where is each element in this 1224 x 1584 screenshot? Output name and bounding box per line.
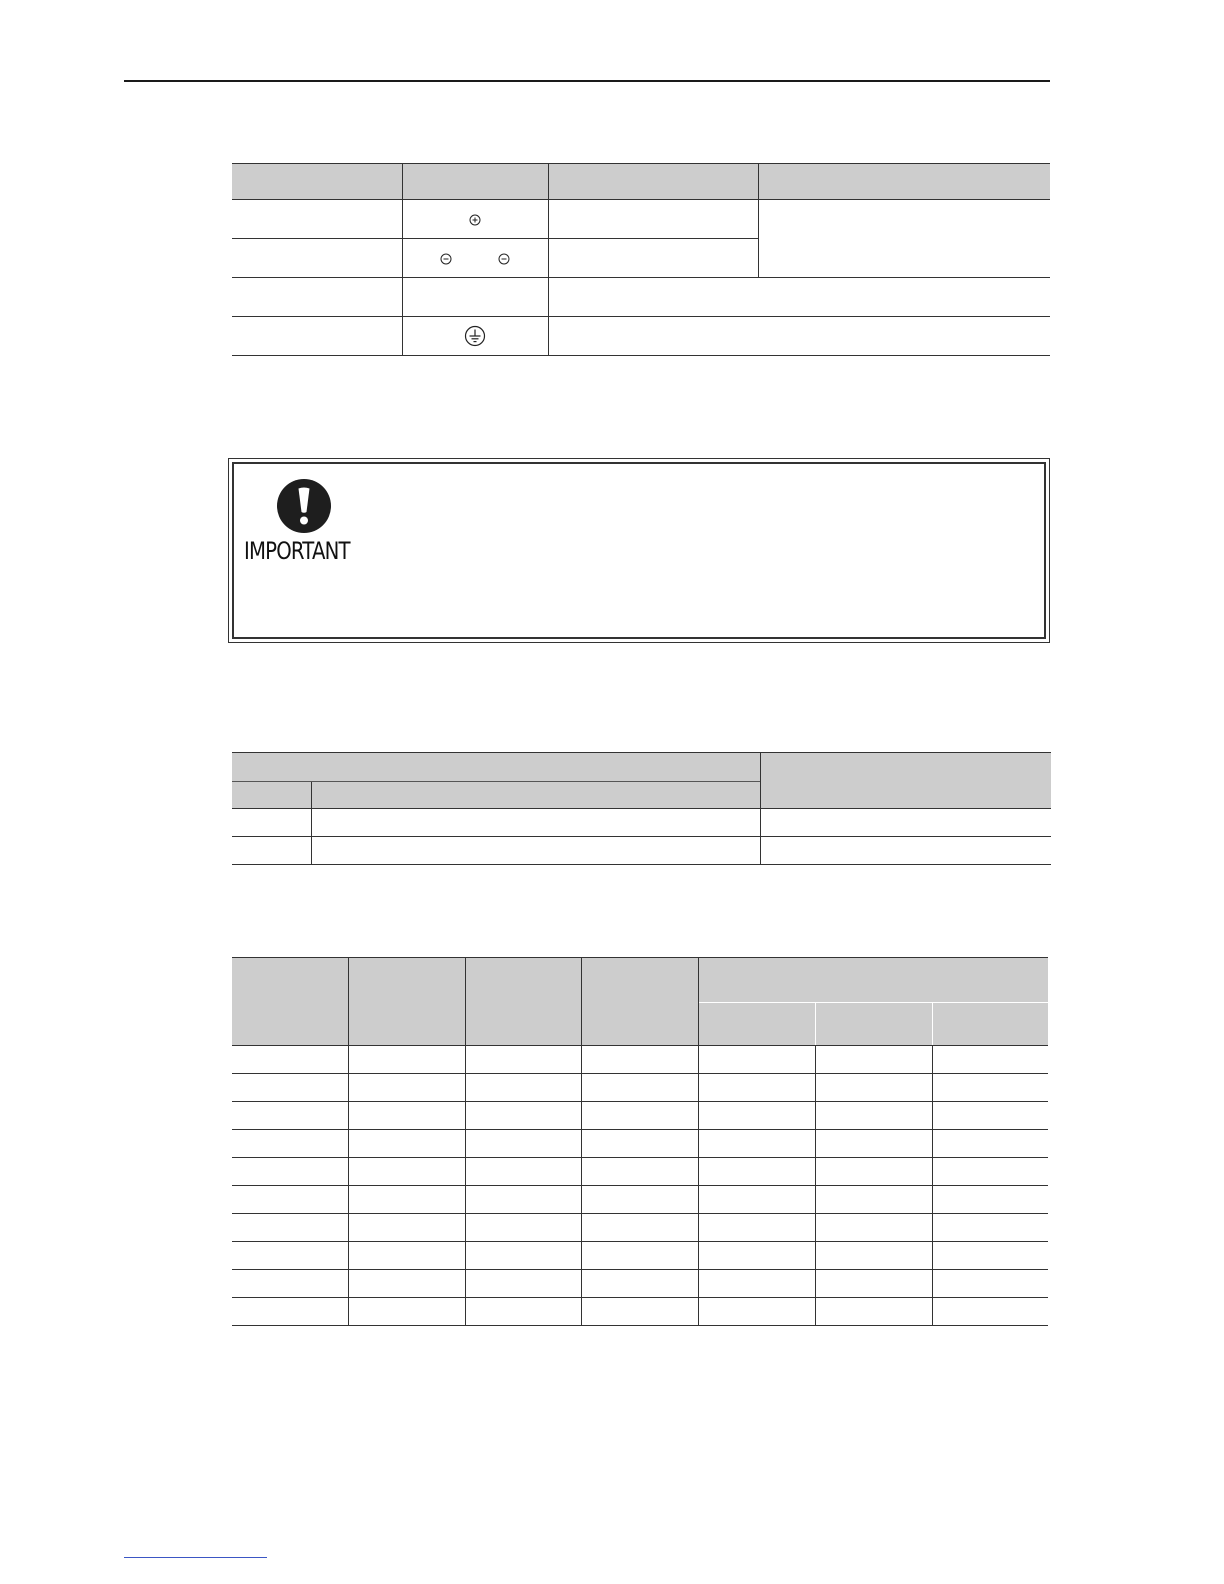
table-cell	[698, 1298, 815, 1326]
table-cell	[232, 1242, 348, 1270]
table-row	[232, 1186, 1048, 1214]
table-cell	[465, 1074, 581, 1102]
table-cell	[348, 1130, 465, 1158]
table-row	[232, 1074, 1048, 1102]
table-cell	[698, 1158, 815, 1186]
sub-header	[815, 1003, 932, 1046]
table-row	[232, 1046, 1048, 1074]
table-row	[232, 200, 1050, 239]
terminal-symbol	[402, 200, 548, 239]
terminal-symbol	[402, 317, 548, 356]
footer-link-underline[interactable]	[124, 1557, 267, 1558]
header-cell	[548, 164, 758, 200]
table-cell	[698, 1130, 815, 1158]
table-row	[232, 1158, 1048, 1186]
table-cell	[232, 1186, 348, 1214]
table-cell	[232, 837, 311, 865]
group-header	[232, 753, 760, 782]
table-cell	[232, 1074, 348, 1102]
table-cell	[581, 1046, 698, 1074]
table-cell	[698, 1214, 815, 1242]
table-cell	[465, 1046, 581, 1074]
sub-header	[932, 1003, 1048, 1046]
table-cell	[932, 1214, 1048, 1242]
table-cell	[348, 1298, 465, 1326]
spec-table	[232, 752, 1051, 865]
table-cell	[465, 1270, 581, 1298]
table-cell	[581, 1270, 698, 1298]
table-cell	[465, 1186, 581, 1214]
table-cell	[932, 1242, 1048, 1270]
table-cell	[932, 1074, 1048, 1102]
important-box-inner	[232, 462, 1046, 639]
table-cell	[465, 1158, 581, 1186]
table-row	[232, 1298, 1048, 1326]
table-cell	[465, 1130, 581, 1158]
table-row	[232, 809, 1051, 837]
table-cell	[465, 1214, 581, 1242]
table-cell	[815, 1242, 932, 1270]
header-cell	[465, 958, 581, 1046]
table-cell	[348, 1242, 465, 1270]
table-cell	[815, 1270, 932, 1298]
table-cell	[581, 1298, 698, 1326]
right-header	[760, 753, 1051, 809]
table-cell	[348, 1186, 465, 1214]
protective-earth-icon	[464, 325, 486, 347]
table-cell	[232, 1158, 348, 1186]
table-cell	[581, 1242, 698, 1270]
table-cell	[581, 1186, 698, 1214]
table-cell	[581, 1214, 698, 1242]
table-cell	[348, 1158, 465, 1186]
table-cell	[232, 1214, 348, 1242]
terminal-name	[232, 317, 402, 356]
model-table-header	[232, 958, 1048, 1003]
table-cell	[348, 1046, 465, 1074]
table-row	[232, 1270, 1048, 1298]
table-cell	[348, 1270, 465, 1298]
table-cell	[698, 1046, 815, 1074]
table-cell	[348, 1214, 465, 1242]
minus-circle-icon	[498, 253, 510, 265]
header-cell	[581, 958, 698, 1046]
terminal-symbol	[402, 239, 548, 278]
terminal-table-header	[232, 164, 1050, 200]
terminal-name	[232, 200, 402, 239]
table-row	[232, 1130, 1048, 1158]
terminal-desc	[548, 200, 758, 239]
table-cell	[232, 1046, 348, 1074]
table-cell	[698, 1102, 815, 1130]
table-cell	[232, 1298, 348, 1326]
table-cell	[932, 1158, 1048, 1186]
terminal-name	[232, 239, 402, 278]
table-cell	[932, 1270, 1048, 1298]
table-cell	[581, 1158, 698, 1186]
header-rule	[124, 80, 1050, 82]
table-cell	[698, 1074, 815, 1102]
model-table	[232, 957, 1048, 1326]
model-table-body	[232, 1046, 1048, 1326]
table-cell	[815, 1186, 932, 1214]
exclamation-circle-icon	[276, 478, 332, 534]
table-cell	[311, 809, 760, 837]
table-cell	[815, 1158, 932, 1186]
table-cell	[232, 1270, 348, 1298]
important-label: IMPORTANT	[244, 537, 350, 565]
table-cell	[465, 1298, 581, 1326]
table-cell	[232, 809, 311, 837]
plus-circle-icon	[469, 214, 481, 226]
terminal-table	[232, 163, 1050, 356]
table-row	[232, 1214, 1048, 1242]
spec-table-header	[232, 753, 1051, 782]
table-cell	[815, 1130, 932, 1158]
header-cell	[758, 164, 1050, 200]
minus-circle-icon	[440, 253, 452, 265]
table-cell	[465, 1242, 581, 1270]
table-row	[232, 317, 1050, 356]
sub-header	[311, 782, 760, 809]
table-cell	[815, 1298, 932, 1326]
table-cell	[932, 1046, 1048, 1074]
terminal-desc	[548, 278, 1050, 317]
table-cell	[815, 1046, 932, 1074]
table-cell	[932, 1130, 1048, 1158]
table-cell	[698, 1186, 815, 1214]
terminal-desc	[548, 317, 1050, 356]
table-cell	[698, 1242, 815, 1270]
table-cell	[311, 837, 760, 865]
table-row	[232, 278, 1050, 317]
table-cell	[815, 1102, 932, 1130]
table-cell	[698, 1270, 815, 1298]
table-cell	[581, 1102, 698, 1130]
terminal-symbol	[402, 278, 548, 317]
table-cell	[932, 1186, 1048, 1214]
table-cell	[581, 1074, 698, 1102]
table-cell	[932, 1102, 1048, 1130]
header-cell	[232, 958, 348, 1046]
table-cell	[760, 837, 1051, 865]
table-cell	[932, 1298, 1048, 1326]
table-cell	[348, 1102, 465, 1130]
table-row	[232, 1242, 1048, 1270]
table-cell	[581, 1130, 698, 1158]
terminal-desc	[548, 239, 758, 278]
table-cell	[815, 1074, 932, 1102]
table-row	[232, 1102, 1048, 1130]
terminal-name	[232, 278, 402, 317]
header-cell	[348, 958, 465, 1046]
table-cell	[348, 1074, 465, 1102]
table-cell	[465, 1102, 581, 1130]
important-box	[228, 458, 1050, 643]
sub-header	[232, 782, 311, 809]
table-row	[232, 837, 1051, 865]
header-cell	[402, 164, 548, 200]
sub-header	[698, 1003, 815, 1046]
header-cell	[232, 164, 402, 200]
merged-note	[758, 200, 1050, 278]
table-cell	[232, 1130, 348, 1158]
table-cell	[232, 1102, 348, 1130]
group-header	[698, 958, 1048, 1003]
table-cell	[760, 809, 1051, 837]
table-cell	[815, 1214, 932, 1242]
